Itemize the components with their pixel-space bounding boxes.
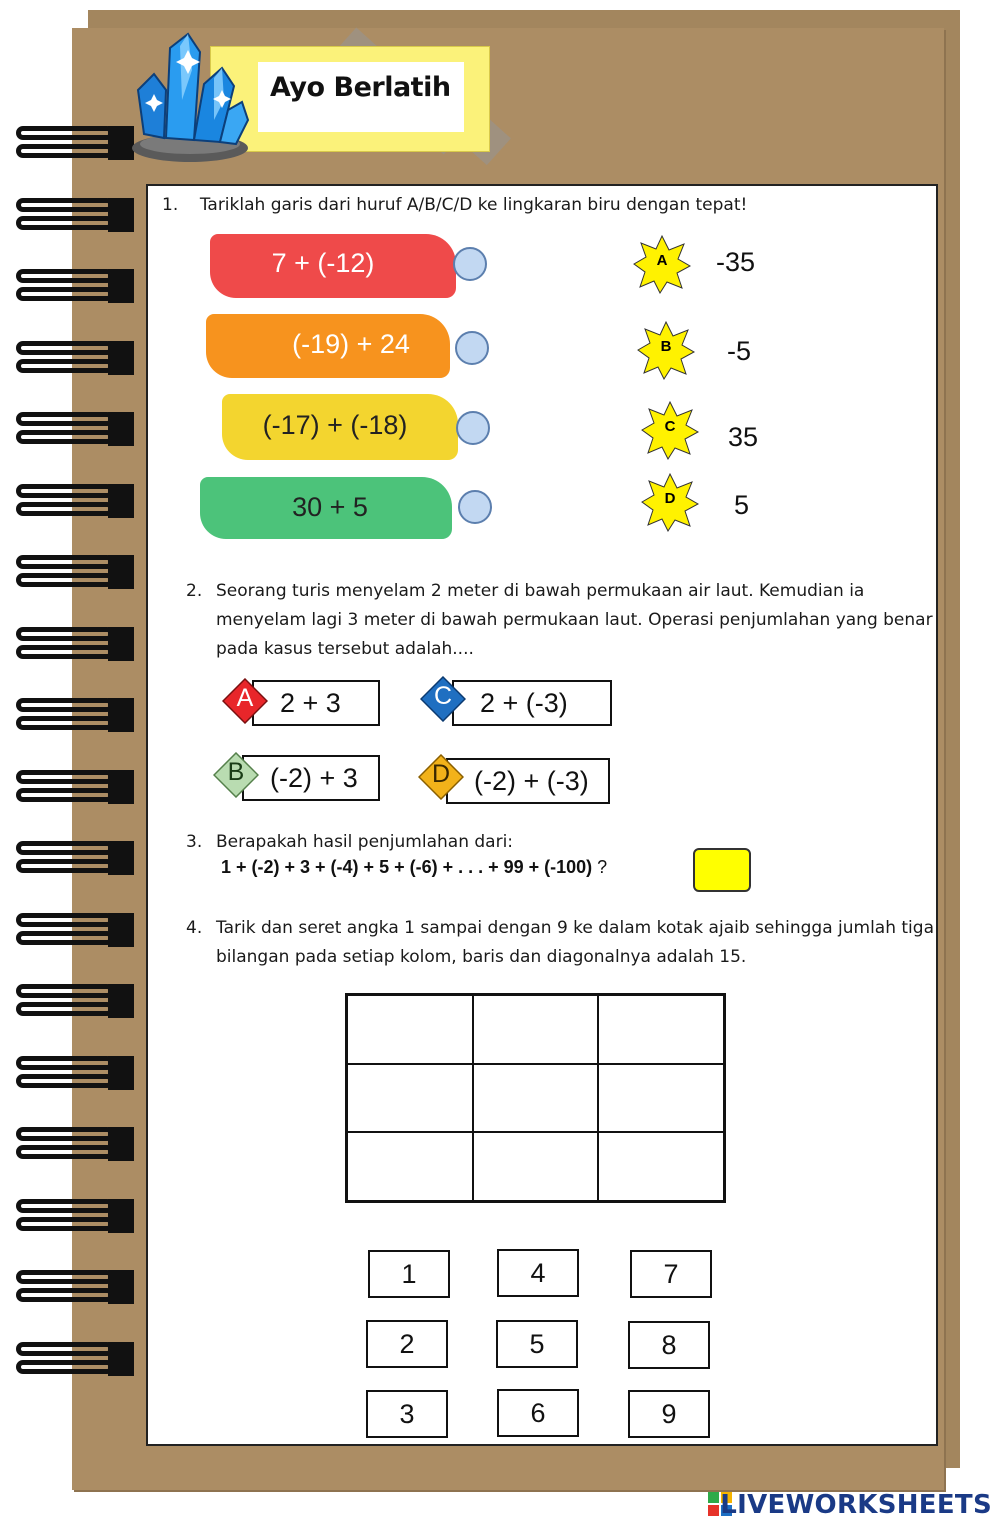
question-2-number: 2. (186, 581, 203, 601)
spiral-ring-loop (16, 1199, 114, 1213)
question-2-line-2: menyelam lagi 3 meter di bawah permukaan laut. Operasi penjumlahan yang benar (216, 610, 933, 630)
spiral-ring-loop (16, 788, 114, 802)
spiral-ring (8, 1054, 120, 1094)
option-c-diamond[interactable] (420, 676, 466, 727)
option-a-diamond[interactable] (222, 678, 268, 729)
magic-square-cell[interactable] (473, 1064, 599, 1133)
option-c-letter: C (433, 682, 453, 710)
page-title: Ayo Berlatih (270, 72, 451, 103)
spiral-ring-loop (16, 770, 114, 784)
answer-star-d[interactable] (640, 472, 700, 532)
spiral-ring-hole (108, 698, 134, 732)
question-1-text: 1. Tariklah garis dari huruf A/B/C/D ke lingkaran biru dengan tepat! (162, 195, 748, 215)
spiral-ring-hole (108, 1127, 134, 1161)
spiral-ring-hole (108, 1199, 134, 1233)
spiral-ring-loop (16, 645, 114, 659)
option-c-box[interactable]: 2 + (-3) (452, 680, 612, 726)
option-d-letter: D (431, 760, 451, 788)
spiral-ring (8, 339, 120, 379)
spiral-ring (8, 124, 120, 164)
spiral-ring-hole (108, 1056, 134, 1090)
spiral-ring-loop (16, 1074, 114, 1088)
spiral-ring-loop (16, 1217, 114, 1231)
spiral-ring-loop (16, 1145, 114, 1159)
spiral-ring (8, 410, 120, 450)
question-3-number: 3. (186, 832, 203, 852)
spiral-ring-hole (108, 198, 134, 232)
spiral-ring (8, 839, 120, 879)
magic-square-cell[interactable] (598, 1064, 724, 1133)
spiral-ring-loop (16, 841, 114, 855)
spiral-ring-loop (16, 984, 114, 998)
spiral-ring-loop (16, 1127, 114, 1141)
magic-square-cell[interactable] (347, 995, 473, 1064)
expression-label-2: (-19) + 24 (292, 329, 410, 359)
spiral-ring (8, 196, 120, 236)
spiral-ring-loop (16, 412, 114, 426)
question-4-line-1: Tarik dan seret angka 1 sampai dengan 9 ke dalam kotak ajaib sehingga jumlah tiga (216, 918, 934, 938)
spiral-ring (8, 1197, 120, 1237)
spiral-ring-hole (108, 913, 134, 947)
answer-star-a[interactable] (632, 234, 692, 294)
spiral-ring (8, 1340, 120, 1380)
option-b-box[interactable]: (-2) + 3 (242, 755, 380, 801)
spiral-ring-loop (16, 1270, 114, 1284)
answer-circle-4[interactable] (458, 490, 492, 524)
spiral-ring-hole (108, 269, 134, 303)
spiral-ring (8, 911, 120, 951)
question-4-number: 4. (186, 918, 203, 938)
spiral-ring-loop (16, 1002, 114, 1016)
question-2-line-1: Seorang turis menyelam 2 meter di bawah permukaan air laut. Kemudian ia (216, 581, 865, 601)
question-3-expression-row (221, 857, 607, 878)
spiral-ring (8, 696, 120, 736)
question-3-expression: 1 + (-2) + 3 + (-4) + 5 + (-6) + . . . + 99 + (-100) (221, 857, 593, 877)
magic-square-cell[interactable] (473, 995, 599, 1064)
answer-star-c[interactable] (640, 400, 700, 460)
answer-letter-b: B (660, 338, 672, 355)
answer-letter-c: C (664, 418, 676, 435)
answer-value-c: 35 (728, 422, 759, 452)
spiral-ring-loop (16, 502, 114, 516)
spiral-ring (8, 553, 120, 593)
number-tile-6[interactable]: 6 (497, 1389, 579, 1437)
spiral-ring (8, 267, 120, 307)
spiral-ring (8, 625, 120, 665)
spiral-ring-hole (108, 984, 134, 1018)
spiral-ring-hole (108, 1270, 134, 1304)
expression-label-4: 30 + 5 (292, 492, 368, 522)
question-4-line-2: bilangan pada setiap kolom, baris dan diagonalnya adalah 15. (216, 947, 747, 967)
spiral-ring-loop (16, 341, 114, 355)
spiral-ring-hole (108, 555, 134, 589)
answer-circle-3[interactable] (456, 411, 490, 445)
number-tile-5[interactable]: 5 (496, 1320, 578, 1368)
magic-square-cell[interactable] (347, 1132, 473, 1201)
spiral-ring-hole (108, 412, 134, 446)
spiral-ring-loop (16, 931, 114, 945)
spiral-ring-loop (16, 359, 114, 373)
magic-square-cell[interactable] (473, 1132, 599, 1201)
answer-circle-2[interactable] (455, 331, 489, 365)
number-tile-7[interactable]: 7 (630, 1250, 712, 1298)
answer-star-b[interactable] (636, 320, 696, 380)
spiral-ring-hole (108, 627, 134, 661)
number-tile-1[interactable]: 1 (368, 1250, 450, 1298)
spiral-ring (8, 982, 120, 1022)
spiral-ring-loop (16, 430, 114, 444)
magic-square-cell[interactable] (347, 1064, 473, 1133)
question-3-suffix: ? (592, 857, 608, 877)
option-d-box[interactable]: (-2) + (-3) (446, 758, 610, 804)
spiral-ring-loop (16, 1342, 114, 1356)
crystal-icon (124, 30, 254, 166)
answer-letter-d: D (664, 490, 676, 507)
spiral-ring (8, 768, 120, 808)
spiral-ring-loop (16, 198, 114, 212)
magic-square-grid (345, 993, 726, 1203)
spiral-ring-loop (16, 859, 114, 873)
spiral-ring-loop (16, 555, 114, 569)
spiral-ring-loop (16, 144, 114, 158)
spiral-ring-loop (16, 716, 114, 730)
number-tile-4[interactable]: 4 (497, 1249, 579, 1297)
answer-circle-1[interactable] (453, 247, 487, 281)
number-tile-2[interactable]: 2 (366, 1320, 448, 1368)
question-2-line-3: pada kasus tersebut adalah.... (216, 639, 474, 659)
answer-value-d: 5 (734, 490, 750, 520)
option-d-diamond[interactable] (418, 754, 464, 805)
number-tile-9[interactable]: 9 (628, 1390, 710, 1438)
spiral-ring-loop (16, 1360, 114, 1374)
option-a-box[interactable]: 2 + 3 (252, 680, 380, 726)
question-3-line-1: Berapakah hasil penjumlahan dari: (216, 832, 514, 852)
expression-label-3: (-17) + (-18) (262, 410, 408, 440)
spiral-ring-loop (16, 269, 114, 283)
magic-square-cell[interactable] (598, 995, 724, 1064)
spiral-ring (8, 1268, 120, 1308)
spiral-ring-loop (16, 287, 114, 301)
magic-square-cell[interactable] (598, 1132, 724, 1201)
spiral-ring-loop (16, 698, 114, 712)
spiral-ring-loop (16, 627, 114, 641)
expression-label-1: 7 + (-12) (271, 248, 375, 278)
spiral-ring-loop (16, 216, 114, 230)
option-b-letter: B (227, 758, 245, 786)
option-a-letter: A (236, 684, 254, 712)
spiral-ring-hole (108, 770, 134, 804)
option-b-diamond[interactable] (213, 752, 259, 803)
number-tile-3[interactable]: 3 (366, 1390, 448, 1438)
spiral-ring-loop (16, 126, 114, 140)
answer-input-box[interactable] (693, 848, 751, 892)
answer-letter-a: A (656, 252, 668, 269)
spiral-ring-hole (108, 1342, 134, 1376)
number-tile-8[interactable]: 8 (628, 1321, 710, 1369)
spiral-ring (8, 1125, 120, 1165)
spiral-ring-loop (16, 484, 114, 498)
spiral-ring-loop (16, 1288, 114, 1302)
answer-value-a: -35 (716, 247, 756, 277)
answer-value-b: -5 (727, 336, 752, 366)
spiral-ring-hole (108, 841, 134, 875)
spiral-ring (8, 482, 120, 522)
spiral-ring-loop (16, 573, 114, 587)
spiral-ring-hole (108, 484, 134, 518)
spiral-ring-loop (16, 913, 114, 927)
spiral-ring-hole (108, 341, 134, 375)
spiral-ring-loop (16, 1056, 114, 1070)
brand-name: LIVEWORKSHEETS (720, 1490, 992, 1520)
